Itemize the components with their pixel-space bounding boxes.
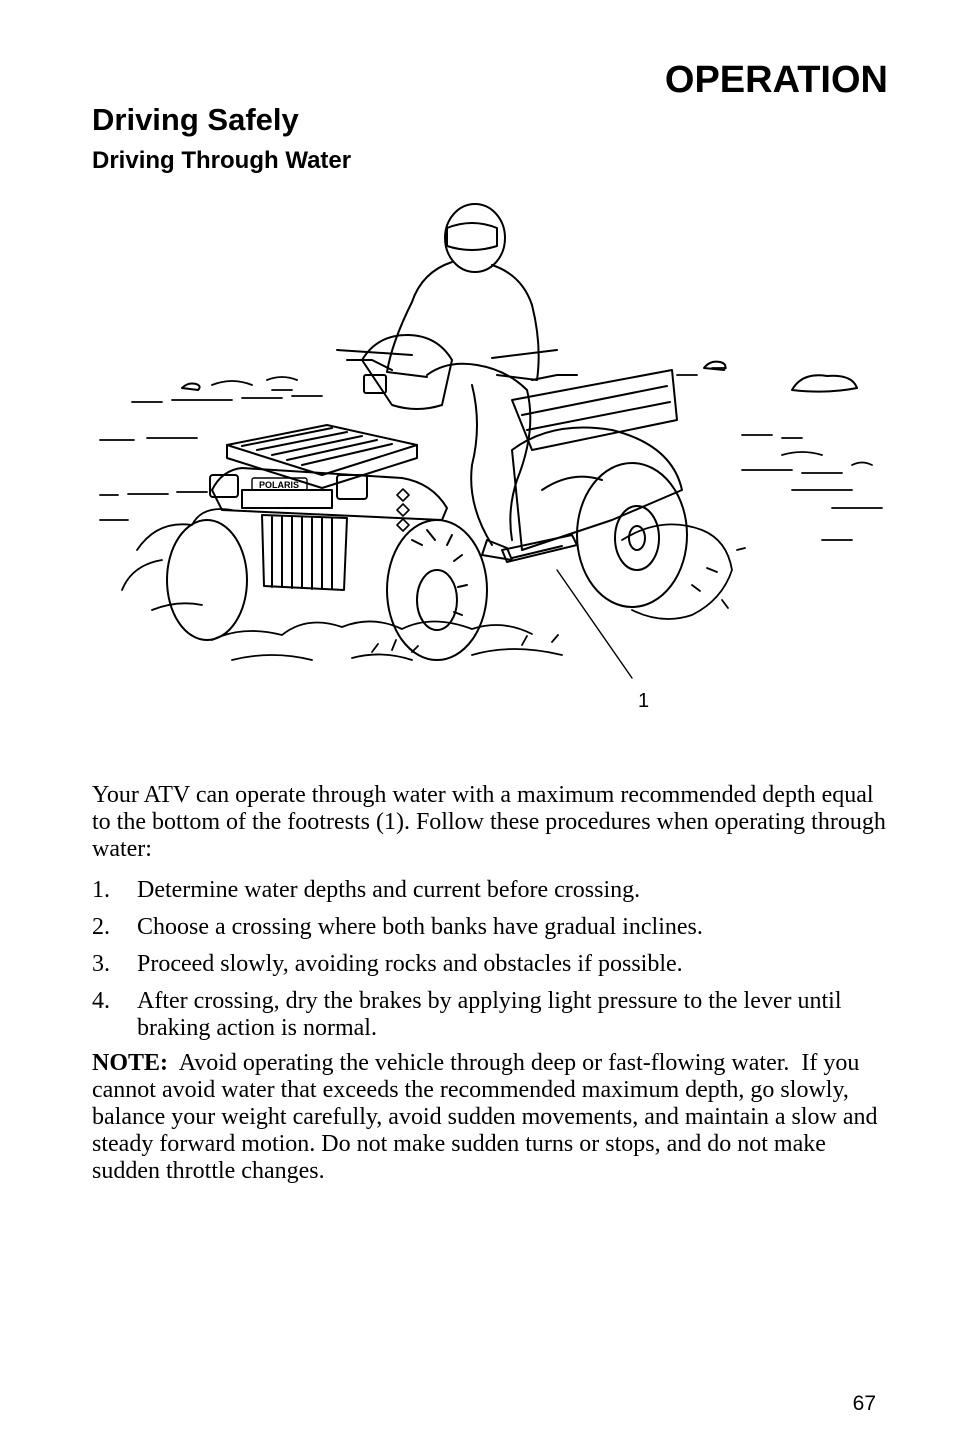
front-grille — [262, 515, 347, 590]
page-title: Driving Safely — [92, 102, 299, 137]
note-paragraph — [92, 1050, 892, 1185]
page-subtitle: Driving Through Water — [92, 147, 352, 174]
rider — [347, 204, 577, 560]
section-header: OPERATION — [664, 59, 888, 101]
list-item — [92, 951, 892, 978]
water-lines — [100, 368, 882, 540]
list-item-number: 3. — [92, 951, 110, 977]
list-item-text: Determine water depths and current before crossing. — [137, 877, 641, 903]
water-splash — [122, 509, 745, 660]
callout-number: 1 — [638, 690, 650, 712]
list-item — [92, 877, 892, 904]
list-item — [92, 914, 892, 941]
note-label: NOTE: — [92, 1050, 169, 1076]
logo-text: POLARIS — [258, 480, 300, 490]
list-item-text: Proceed slowly, avoiding rocks and obstacles if possible. — [137, 951, 683, 977]
list-item-number: 4. — [92, 988, 110, 1014]
list-item-text: After crossing, dry the brakes by applying light pressure to the lever until braking action is normal. — [137, 988, 842, 1041]
atv-water-crossing-illustration — [92, 190, 892, 720]
front-suspension — [397, 489, 409, 531]
list-item-number: 2. — [92, 914, 110, 940]
intro-paragraph: Your ATV can operate through water with a maximum recommended depth equal to the bottom of the footrests (1). Follow these procedures when operating through water: — [92, 782, 886, 862]
procedure-list — [92, 877, 892, 1052]
list-item-text: Choose a crossing where both banks have gradual inclines. — [137, 914, 703, 940]
page-number: 67 — [852, 1392, 876, 1415]
list-item-number: 1. — [92, 877, 110, 903]
list-item — [92, 988, 892, 1042]
front-body — [210, 468, 447, 520]
fender-logo-badge — [252, 478, 307, 490]
note-text: Avoid operating the vehicle through deep or fast-flowing water. If you cannot avoid water that exceeds the recommended maximum depth, go slowly, balance your weight carefully, avoid sudden movements, and maintain a slow and steady forward motion. Do not make sudden turns or stops, and do not make sudden throttle changes. — [92, 1050, 884, 1184]
footrest — [502, 535, 577, 562]
